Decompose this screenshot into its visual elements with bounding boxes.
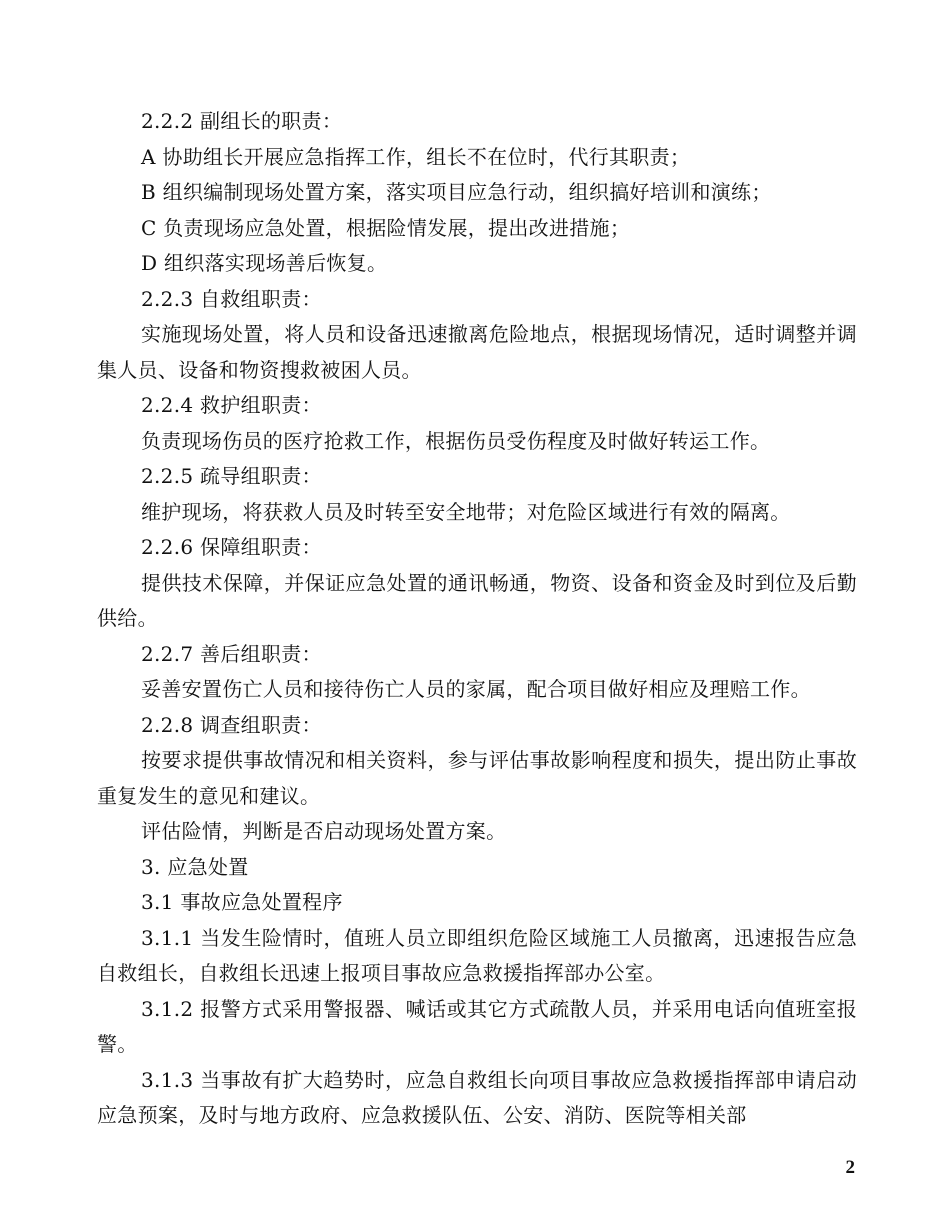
paragraph: D 组织落实现场善后恢复。 [141,251,388,275]
section-heading-2-2-5: 2.2.5 疏导组职责： [141,464,322,488]
document-body [97,104,857,1134]
paragraph: 负责现场伤员的医疗抢救工作，根据伤员受伤程度及时做好转运工作。 [141,428,771,453]
paragraph: 实施现场处置，将人员和设备迅速撤离危险地点，根据现场情况，适时调整并调集人员、设备和物资搜救被困人员。 [97,322,857,382]
paragraph: 评估险情，判断是否启动现场处置方案。 [141,819,507,843]
paragraph: 提供技术保障，并保证应急处置的通讯畅通，物资、设备和资金及时到位及后勤供给。 [97,570,857,630]
paragraph: 3.1.1 当发生险情时，值班人员立即组织危险区域施工人员撤离，迅速报告应急自救组长，自救组长迅速上报项目事故应急救援指挥部办公室。 [97,925,857,985]
paragraph: A 协助组长开展应急指挥工作，组长不在位时，代行其职责； [141,144,691,169]
paragraph: C 负责现场应急处置，根据险情发展，提出改进措施； [141,215,631,240]
section-heading-3: 3. 应急处置 [141,854,249,879]
section-heading-2-2-8: 2.2.8 调查组职责： [141,712,322,737]
paragraph: 按要求提供事故情况和相关资料，参与评估事故影响程度和损失，提出防止事故重复发生的意见和建议。 [97,748,857,808]
paragraph: 3.1.3 当事故有扩大趋势时，应急自救组长向项目事故应急救援指挥部申请启动应急预案，及时与地方政府、应急救援队伍、公安、消防、医院等相关部 [97,1067,857,1127]
section-heading-2-2-7: 2.2.7 善后组职责： [141,641,322,666]
section-heading-2-2-6: 2.2.6 保障组职责： [141,535,322,559]
paragraph: 维护现场，将获救人员及时转至安全地带；对危险区域进行有效的隔离。 [141,499,791,524]
paragraph: B 组织编制现场处置方案，落实项目应急行动，组织搞好培训和演练； [141,180,772,204]
section-heading-2-2-3: 2.2.3 自救组职责： [141,286,322,311]
paragraph: 3.1.2 报警方式采用警报器、喊话或其它方式疏散人员，并采用电话向值班室报警。 [97,996,857,1056]
section-heading-2-2-2: 2.2.2 副组长的职责： [141,109,343,133]
section-heading-2-2-4: 2.2.4 救护组职责： [141,393,322,417]
section-heading-3-1: 3.1 事故应急处置程序 [141,890,343,914]
page-number: 2 [845,1157,855,1178]
paragraph: 妥善安置伤亡人员和接待伤亡人员的家属，配合项目做好相应及理赔工作。 [141,677,811,701]
